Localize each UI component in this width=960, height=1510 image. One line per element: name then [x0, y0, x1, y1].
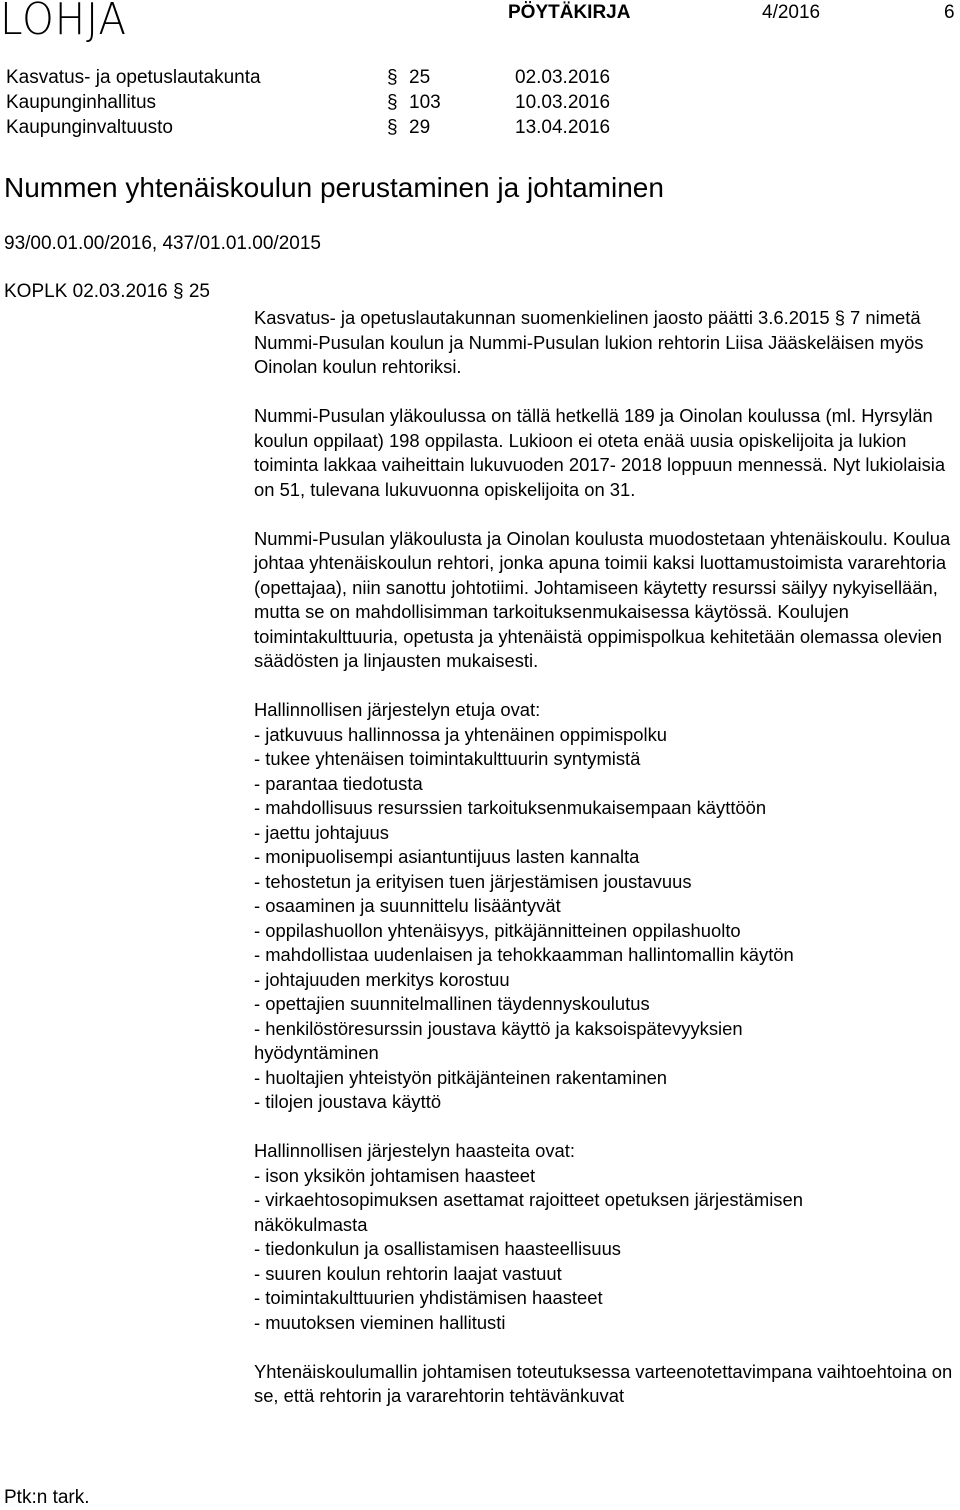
- list-item: - jatkuvuus hallinnossa ja yhtenäinen oppimispolku: [254, 723, 668, 745]
- list-item: - suuren koulun rehtorin laajat vastuut: [254, 1262, 562, 1284]
- section-number: 103: [409, 92, 441, 113]
- body-name: Kasvatus- ja opetuslautakunta: [6, 67, 261, 88]
- meeting-date: 10.03.2016: [515, 92, 611, 113]
- list-item: - henkilöstöresurssin joustava käyttö ja kaksoispätevyyksien hyödyntäminen: [254, 1017, 743, 1063]
- list-item: - mahdollistaa uudenlaisen ja tehokkaamman hallintomallin käytön: [254, 944, 794, 965]
- meeting-reference: KOPLK 02.03.2016 § 25: [4, 281, 210, 302]
- list-item: - oppilashuollon yhtenäisyys, pitkäjännitteinen oppilashuolto: [254, 919, 741, 941]
- list-item: - osaaminen ja suunnittelu lisääntyvät: [254, 895, 561, 916]
- list-item: - tilojen joustava käyttö: [254, 1091, 442, 1112]
- decision-body-row: [6, 90, 706, 115]
- minutes-checker-label: Ptk:n tark.: [4, 1487, 90, 1508]
- decision-body-row: [6, 65, 706, 90]
- benefits-list: [254, 698, 954, 1115]
- section-sign: §: [387, 67, 398, 88]
- item-content: [254, 306, 954, 1409]
- list-item: - virkaehtosopimuksen asettamat rajoitteet opetuksen järjestämisen näkökulmasta: [254, 1189, 803, 1235]
- list-item: - jaettu johtajuus: [254, 821, 389, 843]
- decision-bodies: [6, 65, 706, 140]
- body-name: Kaupunginhallitus: [6, 92, 157, 113]
- list-item: - mahdollisuus resurssien tarkoituksenmukaisempaan käyttöön: [254, 797, 767, 818]
- list-item: - tehostetun ja erityisen tuen järjestämisen joustavuus: [254, 870, 692, 892]
- list-item: - monipuolisempi asiantuntijuus lasten kannalta: [254, 846, 640, 867]
- list-heading: Hallinnollisen järjestelyn haasteita ovat:: [254, 1140, 575, 1161]
- challenges-list: [254, 1139, 954, 1335]
- document-number: 4/2016: [762, 2, 821, 23]
- list-item: - muutoksen vieminen hallitusti: [254, 1311, 506, 1333]
- body-paragraph: Nummi-Pusulan yläkoulusta ja Oinolan koulusta muodostetaan yhtenäiskoulu. Koulua johtaa yhtenäiskoulun rehtori, jonka apuna toimii kaksi luottamustoimista vararehtoria (opettajaa), niin sanottu johtotiimi. Johtamiseen käytetty resurssi säilyy nykyisellään, mutta se on mahdollisimman tarkoituksenmukaisessa käytössä. Koulujen toimintakulttuuria, opetusta ja yhtenäistä oppimispolkua kehitetään olemassa olevien säädösten ja linjausten mukaisesti.: [254, 527, 951, 671]
- list-item: - parantaa tiedotusta: [254, 772, 423, 794]
- section-number: 25: [409, 67, 431, 88]
- meeting-date: 13.04.2016: [515, 117, 611, 138]
- body-name: Kaupunginvaltuusto: [6, 117, 173, 138]
- list-heading: Hallinnollisen järjestelyn etuja ovat:: [254, 699, 541, 720]
- decision-body-row: [6, 115, 706, 140]
- section-sign: §: [387, 92, 398, 113]
- section-number: 29: [409, 117, 431, 138]
- list-item: - opettajien suunnitelmallinen täydennyskoulutus: [254, 993, 650, 1014]
- meeting-date: 02.03.2016: [515, 67, 611, 88]
- lohja-logo: LOHJA: [0, 0, 127, 45]
- list-item: - tukee yhtenäisen toimintakulttuurin syntymistä: [254, 748, 641, 769]
- item-title: Nummen yhtenäiskoulun perustaminen ja johtaminen: [4, 172, 664, 203]
- closing-paragraph: Yhtenäiskoulumallin johtamisen toteutuksessa varteenotettavimpana vaihtoehtoina on se, että rehtorin ja vararehtorin tehtävänkuvat: [254, 1360, 953, 1406]
- list-item: - ison yksikön johtamisen haasteet: [254, 1164, 536, 1186]
- body-paragraph: Kasvatus- ja opetuslautakunnan suomenkielinen jaosto päätti 3.6.2015 § 7 nimetä Nummi-Pusulan koulun ja Nummi-Pusulan lukion rehtorin Liisa Jääskeläisen myös Oinolan koulun rehtoriksi.: [254, 307, 924, 377]
- document-type: PÖYTÄKIRJA: [508, 2, 631, 23]
- diary-numbers: 93/00.01.00/2016, 437/01.01.00/2015: [4, 233, 321, 254]
- list-item: - tiedonkulun ja osallistamisen haasteellisuus: [254, 1238, 621, 1259]
- section-sign: §: [387, 117, 398, 138]
- page-number: 6: [944, 2, 955, 23]
- list-item: - huoltajien yhteistyön pitkäjänteinen rakentaminen: [254, 1066, 668, 1088]
- body-paragraph: Nummi-Pusulan yläkoulussa on tällä hetkellä 189 ja Oinolan koulussa (ml. Hyrsylän koulun oppilaat) 198 oppilasta. Lukioon ei oteta enää uusia opiskelijoita ja lukion toiminta lakkaa vaiheittain lukuvuoden 2017- 2018 loppuun mennessä. Nyt lukiolaisia on 51, tulevana lukuvuonna opiskelijoita on 31.: [254, 405, 946, 500]
- list-item: - johtajuuden merkitys korostuu: [254, 968, 510, 990]
- list-item: - toimintakulttuurien yhdistämisen haasteet: [254, 1287, 603, 1308]
